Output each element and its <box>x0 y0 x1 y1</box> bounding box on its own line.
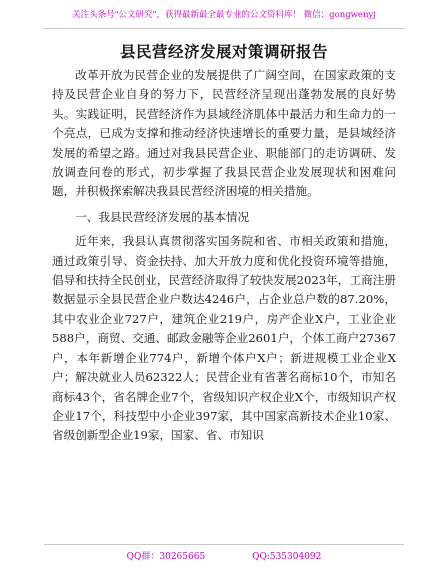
section-heading: 一、我县民营经济发展的基本情况 <box>75 209 250 224</box>
page-header: 关注头条号"公文研究"，获得最新最全最专业的公文资料库！ 微信：gongwenyj <box>44 8 404 29</box>
document-title: 县民营经济发展对策调研报告 <box>119 42 328 61</box>
section-paragraph: 近年来，我县认真贯彻落实国务院和省、市相关政策和措施，通过政策引导、资金扶持、加大开放力度和优化投资环境等措施，倡导和扶持全民创业，民营经济取得了较快发展2023年，工商注册数据显示全县民营企业户数达4246户，占企业总户数的87.20%，其中农业企业727户，建筑企业219户，房产企业X户，工业企业588户，商贸、交通、邮政金融等企业2601户，个体工商户27367户，本年新增企业774户，新增个体户X户；新进规模工业企业X户；解决就业人员62322人；民营企业有省著名商标10个，市知名商标43个，省名牌企业7个，省级知识产权企业X个，市级知识产权企业17个，科技型中小企业397家，其中国家高新技术企业10家、省级创新型企业19家，国家、省、市知识 <box>52 234 396 443</box>
intro-paragraph: 改革开放为民营企业的发展提供了广阔空间，在国家政策的支持及民营企业自身的努力下，民营经济呈现出蓬勃发展的良好势头。实践证明，民营经济作为县域经济肌体中最活力和生命力的一个亮点，已成为支撑和推动经济快速增长的重要力量，是县域经济发展的希望之路。通过对我县民营企业、职能部门的走访调研、发放调查问卷的形式，初步掌握了我县民营企业发展现状和困难问题，并积极探索解决我县民营经济困境的相关措施。 <box>52 68 396 199</box>
footer-qq: QQ:535304092 <box>252 552 322 562</box>
footer-qq-group: QQ群：30265665 <box>126 552 206 562</box>
document-body <box>52 66 396 446</box>
page-footer <box>44 544 404 562</box>
